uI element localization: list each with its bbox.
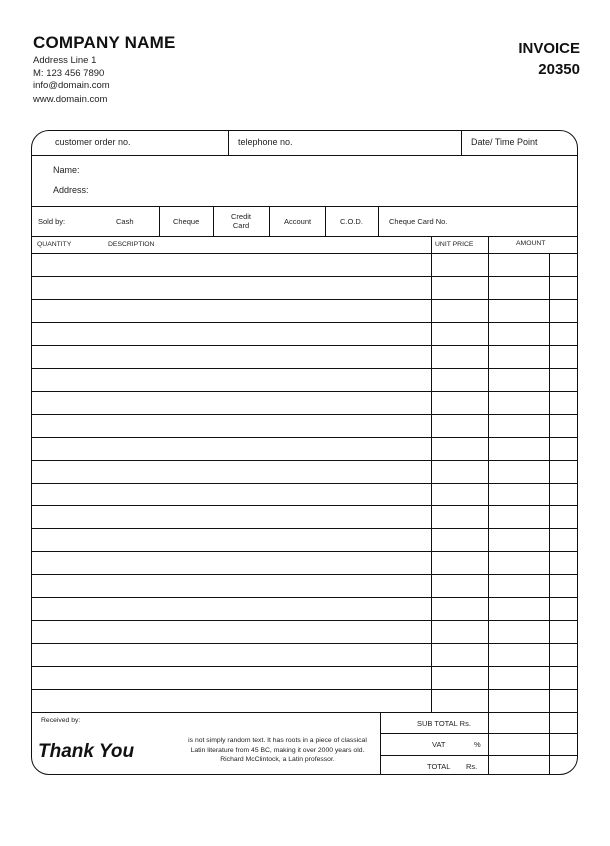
cheque-card-label: Cheque Card No. (389, 217, 448, 226)
table-row (32, 253, 578, 254)
divider (228, 131, 229, 155)
cash-option: Cash (116, 217, 134, 226)
table-row (32, 414, 578, 415)
table-row (32, 551, 578, 552)
divider (380, 733, 578, 734)
name-label: Name: (53, 165, 80, 175)
company-name: COMPANY NAME (33, 33, 176, 52)
divider (32, 236, 578, 237)
table-row (32, 505, 578, 506)
vat-percent-symbol: % (474, 740, 481, 749)
amount-header: AMOUNT (516, 240, 546, 247)
divider (32, 155, 578, 156)
table-row (32, 597, 578, 598)
table-row (32, 528, 578, 529)
sold-by-label: Sold by: (38, 217, 66, 226)
divider (32, 206, 578, 207)
unit-price-header: UNIT PRICE (435, 241, 474, 248)
footer-note: is not simply random text. It has roots in a piece of classical Latin literature from 45 BC, making it over 2000 years old. Richard McClintock, a Latin professor. (188, 737, 367, 763)
divider (325, 206, 326, 236)
table-row (32, 437, 578, 438)
divider (269, 206, 270, 236)
table-row (32, 483, 578, 484)
divider (380, 755, 578, 756)
company-address: Address Line 1 (33, 55, 97, 66)
cod-option: C.O.D. (340, 217, 363, 226)
credit-card-option-line1: Credit (230, 212, 251, 221)
cents-column-line (549, 253, 550, 775)
table-row (32, 368, 578, 369)
table-row (32, 574, 578, 575)
invoice-title: INVOICE (518, 40, 580, 57)
table-row (32, 276, 578, 277)
credit-card-option-line2: Card (232, 221, 250, 230)
divider (378, 206, 379, 236)
table-row (32, 345, 578, 346)
table-row (32, 666, 578, 667)
table-row (32, 689, 578, 690)
total-currency: Rs. (466, 762, 478, 771)
divider (461, 131, 462, 155)
cheque-option: Cheque (173, 217, 200, 226)
table-row (32, 460, 578, 461)
divider (32, 712, 578, 713)
address-label: Address: (53, 185, 89, 195)
description-header: DESCRIPTION (108, 241, 155, 248)
quantity-header: QUANTITY (37, 241, 72, 248)
received-by-label: Received by: (41, 717, 81, 724)
total-label: TOTAL (427, 762, 451, 771)
divider (380, 712, 381, 775)
unit-price-column-line (431, 236, 432, 712)
table-row (32, 643, 578, 644)
table-row (32, 620, 578, 621)
account-option: Account (284, 217, 312, 226)
date-time-label: Date/ Time Point (471, 137, 538, 147)
invoice-number: 20350 (538, 61, 580, 78)
thank-you-text: Thank You (38, 741, 135, 762)
table-row (32, 322, 578, 323)
table-row (32, 299, 578, 300)
sub-total-label: SUB TOTAL Rs. (417, 719, 471, 728)
company-email: info@domain.com (33, 80, 110, 91)
company-website: www.domain.com (33, 94, 108, 105)
invoice-form (31, 130, 578, 775)
telephone-label: telephone no. (238, 137, 293, 147)
table-row (32, 391, 578, 392)
divider (159, 206, 160, 236)
vat-label: VAT (432, 740, 446, 749)
company-mobile: M: 123 456 7890 (33, 68, 105, 79)
customer-order-label: customer order no. (55, 137, 131, 147)
